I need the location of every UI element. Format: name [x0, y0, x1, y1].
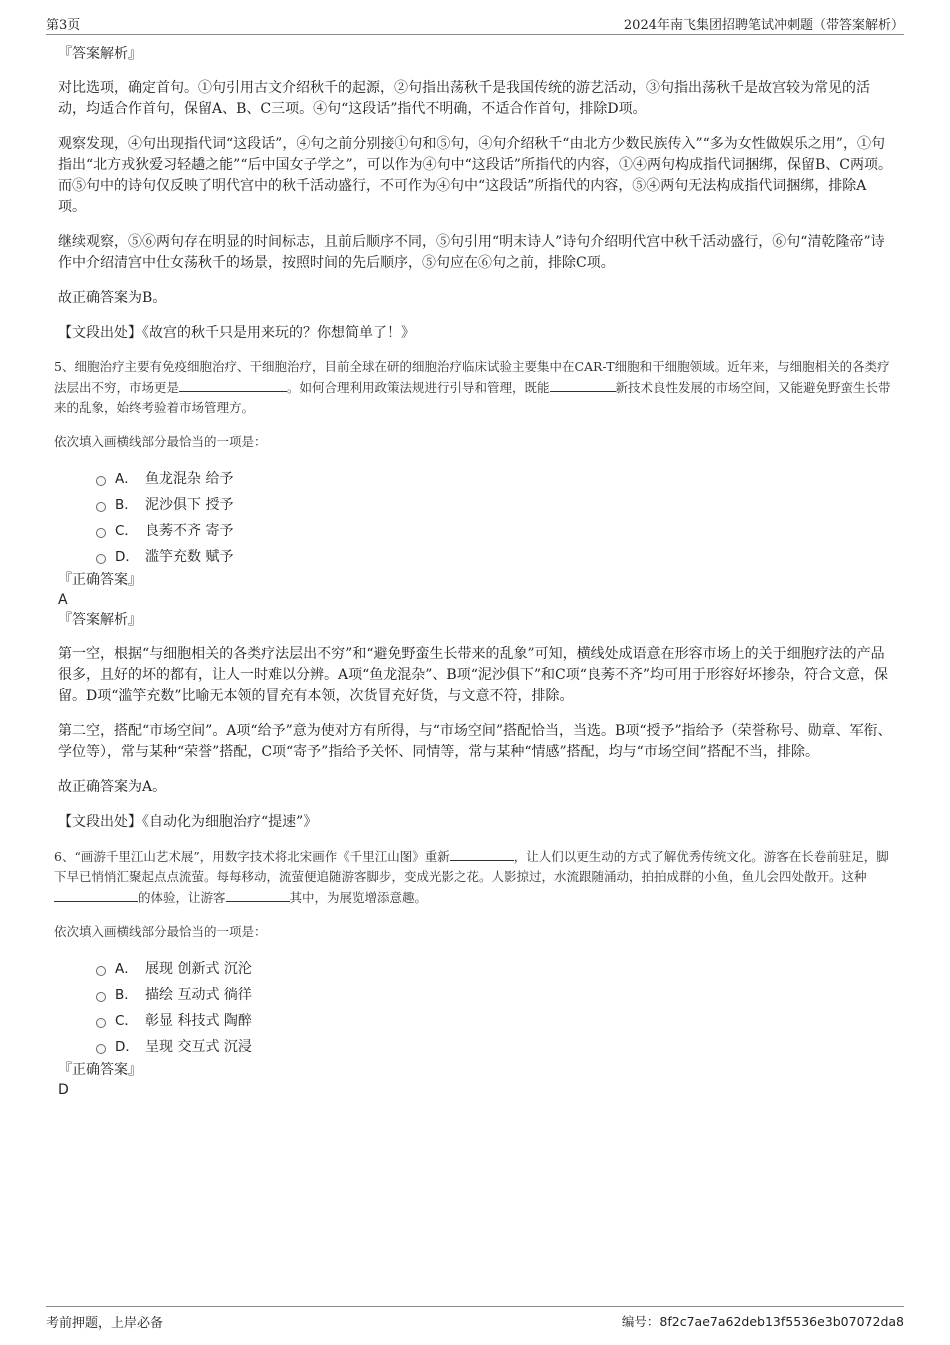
q5-option-d[interactable]: D． 滥竽充数 赋予	[96, 544, 894, 570]
q6-option-d[interactable]: D． 呈现 交互式 沉浸	[96, 1034, 894, 1060]
q5-option-a[interactable]: A． 鱼龙混杂 给予	[96, 466, 894, 492]
radio-icon[interactable]	[96, 528, 106, 538]
q5-options	[96, 466, 894, 570]
q5-analysis-p1: 第一空，根据“与细胞相关的各类疗法层出不穷”和“避免野蛮生长带来的乱象”可知，横线处成语意在形容市场上的关于细胞疗法的产品很多，且好的坏的都有，让人一时难以分辨。A项“鱼龙混杂”、B项“泥沙俱下”和C项“良莠不齐”均可用于形容好坏掺杂，符合文意，保留。D项“滥竽充数”比喻无本领的冒充有本领，次货冒充好货，与文意不符，排除。	[58, 646, 889, 704]
q6-answer-title: 『正确答案』	[58, 1062, 142, 1078]
q4-conclusion: 故正确答案为B。	[58, 290, 167, 306]
q6-blank-2	[54, 887, 138, 902]
radio-icon[interactable]	[96, 1018, 106, 1028]
document-body	[54, 44, 894, 1100]
q5-blank-2	[550, 377, 616, 392]
q4-source: 【文段出处】《故宫的秋千只是用来玩的？你想简单了！》	[58, 325, 415, 341]
footer-slogan: 考前押题，上岸必备	[46, 1316, 164, 1331]
q6-blank-1	[450, 846, 514, 861]
q6-question-text: 6、“画游千里江山艺术展”，用数字技术将北宋画作《千里江山图》重新 ，让人们以更生动的方式了解优秀传统文化。游客在长卷前驻足，脚下早已悄悄汇聚起点点流萤。每每移动，流萤便追随游客脚步，变成光影之花。人影掠过，水流跟随涌动，拍拍成群的小鱼，鱼儿会四处散开。这种的体验，让游客 其中，为展览增添意趣。	[54, 846, 896, 908]
q4-analysis-p3: 继续观察，⑤⑥两句存在明显的时间标志，且前后顺序不同，⑤句引用“明末诗人”诗句介绍明代宫中秋千活动盛行，⑥句“清乾隆帝”诗作中介绍清宫中仕女荡秋千的场景，按照时间的先后顺序，⑤句应在⑥句之前，排除C项。	[58, 234, 885, 271]
q6-answer: D	[58, 1082, 69, 1098]
page-header	[46, 14, 904, 35]
q5-source: 【文段出处】《自动化为细胞治疗“提速”》	[58, 814, 318, 830]
q6-option-b[interactable]: B． 描绘 互动式 徜徉	[96, 982, 894, 1008]
q6-option-a[interactable]: A． 展现 创新式 沉沦	[96, 956, 894, 982]
radio-icon[interactable]	[96, 1044, 106, 1054]
q5-answer-title: 『正确答案』	[58, 572, 142, 588]
q4-analysis-p1: 对比选项，确定首句。①句引用古文介绍秋千的起源，②句指出荡秋千是我国传统的游艺活动，③句指出荡秋千是故宫较为常见的活动，均适合作首句，保留A、B、C三项。④句“这段话”指代不明确，不适合作首句，排除D项。	[58, 80, 870, 117]
page-number: 第3页	[46, 18, 81, 33]
document-title: 2024年南飞集团招聘笔试冲刺题（带答案解析）	[623, 18, 904, 33]
q5-option-c[interactable]: C． 良莠不齐 寄予	[96, 518, 894, 544]
q6-option-c[interactable]: C． 彰显 科技式 陶醉	[96, 1008, 894, 1034]
radio-icon[interactable]	[96, 476, 106, 486]
radio-icon[interactable]	[96, 966, 106, 976]
radio-icon[interactable]	[96, 554, 106, 564]
q5-analysis-title: 『答案解析』	[58, 612, 142, 628]
page-footer	[46, 1306, 904, 1333]
q4-analysis-p2: 观察发现，④句出现指代词“这段话”，④句之前分别接①句和⑤句，④句介绍秋千“由北方少数民族传入”“多为女性做娱乐之用”，①句指出“北方戎狄爱习轻趫之能”“后中国女子学之”，可以作为④句中“这段话”所指代的内容，①④两句构成指代词捆绑，保留B、C两项。而⑤句中的诗句仅反映了明代宫中的秋千活动盛行，不可作为④句中“这段话”所指代的内容，⑤④两句无法构成指代词捆绑，排除A项。	[58, 136, 892, 215]
q5-conclusion: 故正确答案为A。	[58, 779, 167, 795]
document-id: 编号：8f2c7ae7a62deb13f5536e3b07072da8	[621, 1314, 904, 1329]
q5-answer: A	[58, 592, 68, 608]
q4-analysis-title: 『答案解析』	[58, 46, 142, 62]
q5-option-b[interactable]: B． 泥沙俱下 授予	[96, 492, 894, 518]
radio-icon[interactable]	[96, 992, 106, 1002]
q6-options	[96, 956, 894, 1060]
q5-blank-1	[179, 377, 287, 392]
q5-instruction: 依次填入画横线部分最恰当的一项是：	[54, 434, 267, 449]
q6-blank-3	[226, 887, 290, 902]
q5-analysis-p2: 第二空，搭配“市场空间”。A项“给予”意为使对方有所得，与“市场空间”搭配恰当，当选。B项“授予”指给予（荣誉称号、勋章、军衔、学位等），常与某种“荣誉”搭配，C项“寄予”指给予关怀、同情等，常与某种“情感”搭配，均与“市场空间”搭配不当，排除。	[58, 723, 892, 760]
q5-question-text: 5、细胞治疗主要有免疫细胞治疗、干细胞治疗，目前全球在研的细胞治疗临床试验主要集中在CAR-T细胞和干细胞领域。近年来，与细胞相关的各类疗法层出不穷，市场更是 。如何合理利用政策法规进行引导和管理，既能 新技术良性发展的市场空间，又能避免野蛮生长带来的乱象，始终考验着市场管理方。	[54, 359, 891, 415]
q6-instruction: 依次填入画横线部分最恰当的一项是：	[54, 924, 267, 939]
radio-icon[interactable]	[96, 502, 106, 512]
